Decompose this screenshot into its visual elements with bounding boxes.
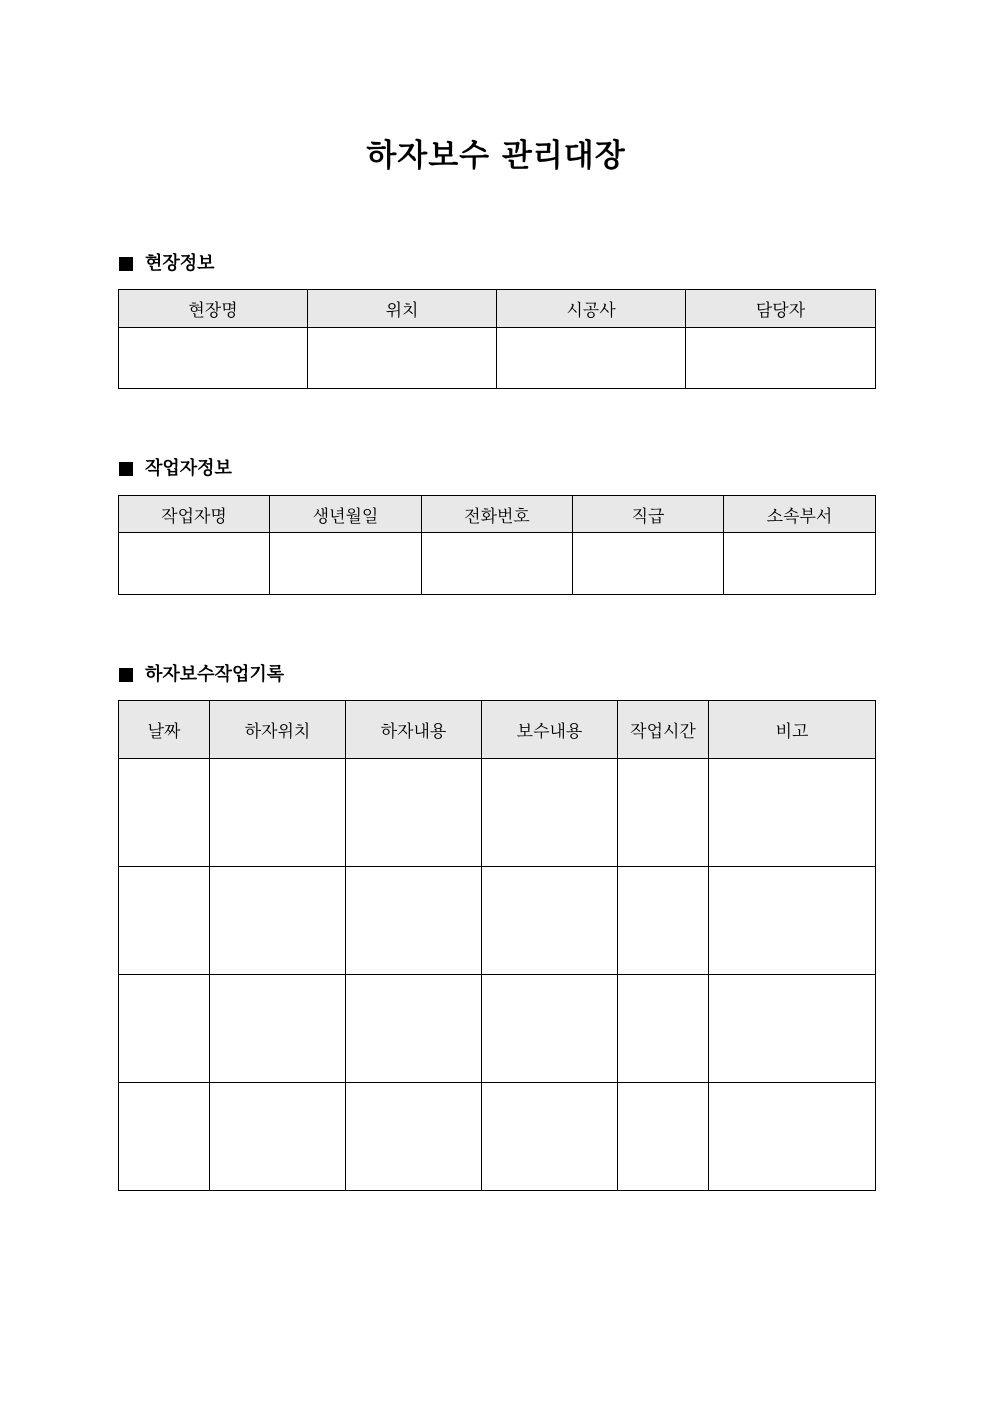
square-bullet-icon — [119, 462, 133, 476]
column-header: 생년월일 — [270, 496, 422, 533]
table-cell[interactable] — [346, 759, 482, 867]
table-row — [119, 975, 876, 1083]
table-cell[interactable] — [709, 1083, 876, 1191]
column-header: 날짜 — [119, 701, 210, 759]
column-header: 직급 — [573, 496, 724, 533]
table-cell[interactable] — [119, 533, 270, 595]
table-cell[interactable] — [618, 1083, 709, 1191]
table-cell[interactable] — [618, 759, 709, 867]
column-header: 현장명 — [119, 290, 308, 328]
table-cell[interactable] — [709, 867, 876, 975]
table-cell[interactable] — [210, 759, 346, 867]
table-cell[interactable] — [482, 759, 618, 867]
table-cell[interactable] — [573, 533, 724, 595]
table-row — [119, 533, 876, 595]
table-cell[interactable] — [119, 975, 210, 1083]
table-cell[interactable] — [709, 759, 876, 867]
square-bullet-icon — [119, 257, 133, 271]
section-site-info-heading — [119, 251, 215, 277]
column-header: 하자내용 — [346, 701, 482, 759]
table-cell[interactable] — [482, 1083, 618, 1191]
table-row — [119, 867, 876, 975]
section-heading-label: 작업자정보 — [145, 458, 232, 479]
column-header: 전화번호 — [422, 496, 573, 533]
table-cell[interactable] — [119, 328, 308, 389]
column-header: 위치 — [308, 290, 497, 328]
table-cell[interactable] — [686, 328, 876, 389]
column-header: 보수내용 — [482, 701, 618, 759]
table-cell[interactable] — [497, 328, 686, 389]
section-heading-label: 하자보수작업기록 — [145, 664, 285, 685]
table-cell[interactable] — [618, 975, 709, 1083]
table-cell[interactable] — [119, 759, 210, 867]
table-cell[interactable] — [308, 328, 497, 389]
table-row — [119, 1083, 876, 1191]
column-header: 소속부서 — [724, 496, 876, 533]
section-heading-label: 현장정보 — [145, 253, 215, 274]
column-header: 하자위치 — [210, 701, 346, 759]
table-cell[interactable] — [482, 975, 618, 1083]
table-cell[interactable] — [618, 867, 709, 975]
table-cell[interactable] — [210, 867, 346, 975]
table-row — [119, 759, 876, 867]
site-info-table — [118, 289, 876, 389]
column-header: 작업자명 — [119, 496, 270, 533]
table-header-row — [119, 496, 876, 533]
table-cell[interactable] — [346, 1083, 482, 1191]
square-bullet-icon — [119, 668, 133, 682]
table-cell[interactable] — [119, 1083, 210, 1191]
table-header-row — [119, 290, 876, 328]
table-cell[interactable] — [270, 533, 422, 595]
column-header: 비고 — [709, 701, 876, 759]
table-cell[interactable] — [119, 867, 210, 975]
worker-info-table — [118, 495, 876, 595]
table-cell[interactable] — [724, 533, 876, 595]
table-cell[interactable] — [210, 975, 346, 1083]
column-header: 작업시간 — [618, 701, 709, 759]
table-header-row — [119, 701, 876, 759]
table-cell[interactable] — [210, 1083, 346, 1191]
repair-log-table — [118, 700, 876, 1191]
table-cell[interactable] — [346, 867, 482, 975]
table-cell[interactable] — [709, 975, 876, 1083]
table-row — [119, 328, 876, 389]
table-cell[interactable] — [482, 867, 618, 975]
table-cell[interactable] — [346, 975, 482, 1083]
table-cell[interactable] — [422, 533, 573, 595]
section-worker-info-heading — [119, 456, 232, 482]
column-header: 시공사 — [497, 290, 686, 328]
section-repair-log-heading — [119, 662, 284, 688]
column-header: 담당자 — [686, 290, 876, 328]
page-title: 하자보수 관리대장 — [366, 138, 626, 174]
